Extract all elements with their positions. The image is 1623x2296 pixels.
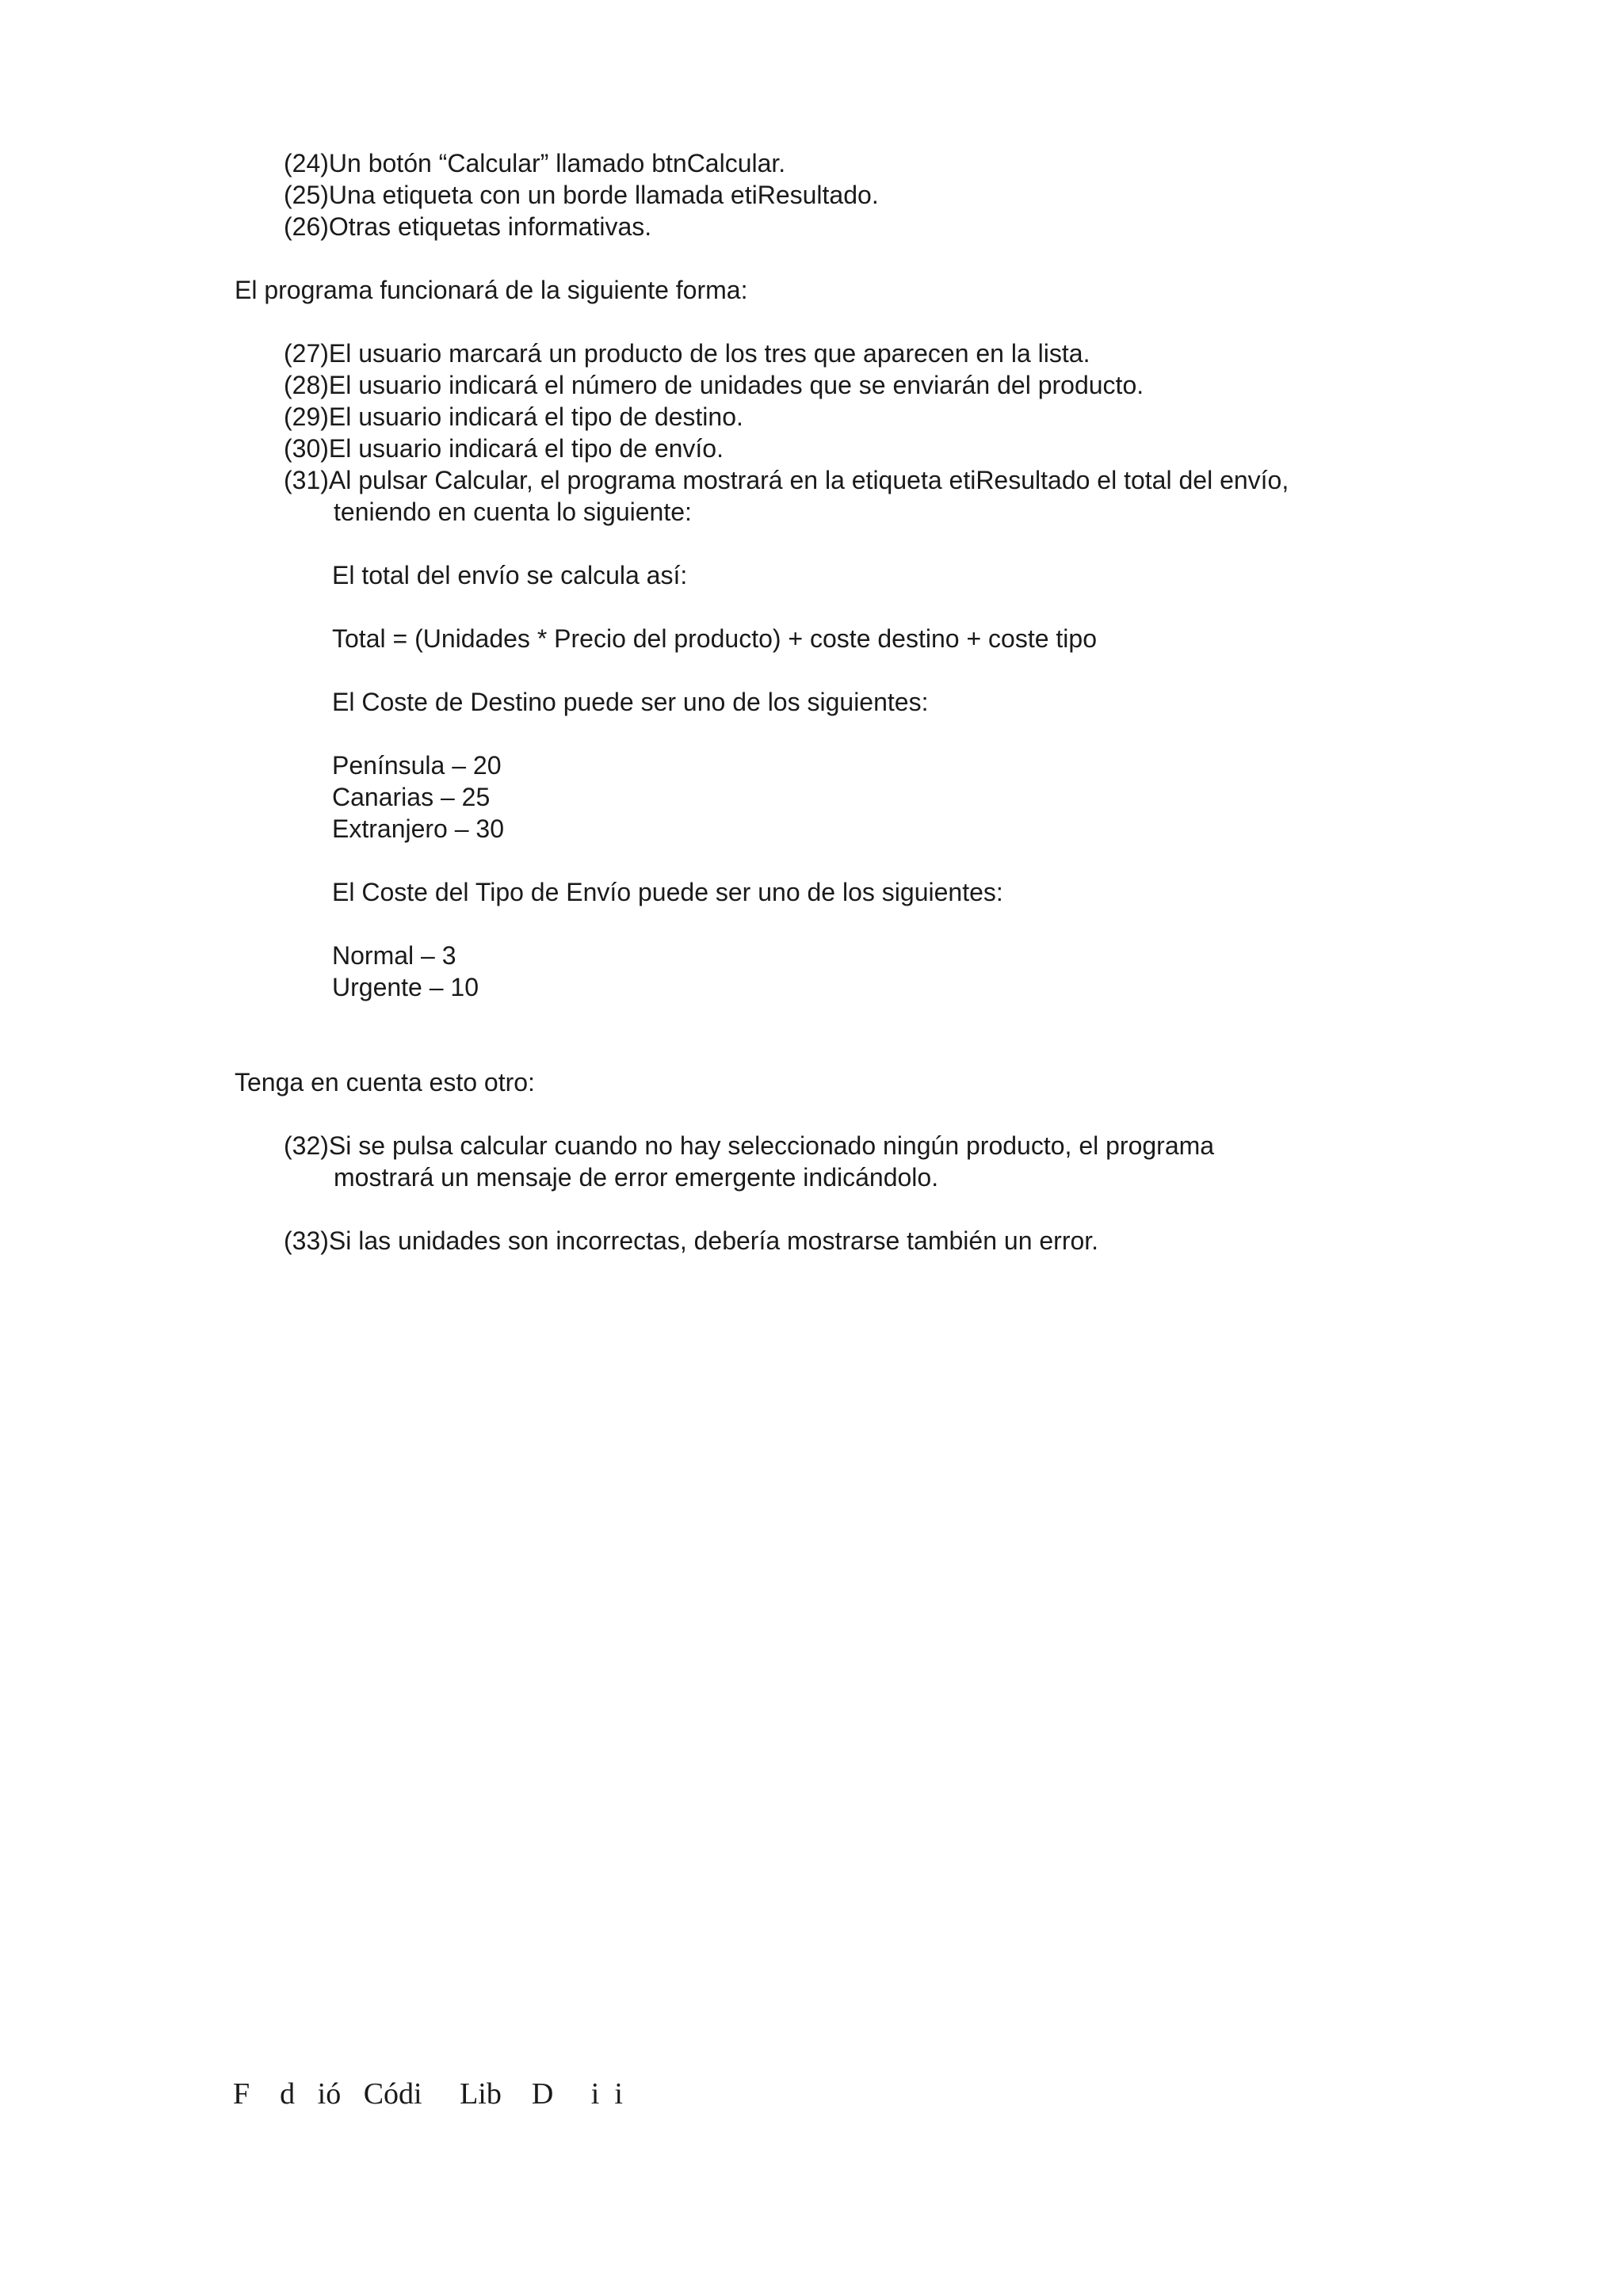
destino-item: Extranjero – 30 (332, 814, 505, 843)
tipo-item: Urgente – 10 (332, 973, 479, 1001)
formula: Total = (Unidades * Precio del producto) + coste destino + coste tipo (332, 624, 1097, 653)
destino-intro: El Coste de Destino puede ser uno de los siguientes: (332, 688, 929, 716)
list-item: (32)Si se pulsa calcular cuando no hay seleccionado ningún producto, el programa (284, 1131, 1215, 1160)
tipo-intro: El Coste del Tipo de Envío puede ser uno de los siguientes: (332, 878, 1003, 906)
calc-intro: El total del envío se calcula así: (332, 561, 688, 589)
destino-item: Península – 20 (332, 751, 502, 780)
list-item-continuation: teniendo en cuenta lo siguiente: (334, 498, 692, 526)
list-item: (25)Una etiqueta con un borde llamada etiResultado. (284, 181, 879, 209)
list-item: (33)Si las unidades son incorrectas, debería mostrarse también un error. (284, 1226, 1099, 1255)
list-item: (28)El usuario indicará el número de unidades que se enviarán del producto. (284, 371, 1144, 399)
destino-item: Canarias – 25 (332, 783, 491, 811)
list-item: (29)El usuario indicará el tipo de destino. (284, 402, 743, 431)
list-item: (30)El usuario indicará el tipo de envío. (284, 434, 724, 463)
paragraph-intro: Tenga en cuenta esto otro: (235, 1068, 535, 1097)
list-item: (27)El usuario marcará un producto de los tres que aparecen en la lista. (284, 339, 1090, 368)
list-item-continuation: mostrará un mensaje de error emergente indicándolo. (334, 1163, 939, 1192)
paragraph-intro: El programa funcionará de la siguiente forma: (235, 276, 748, 304)
page-footer: F d ió Códi Lib D i i (233, 2077, 623, 2111)
list-item: (31)Al pulsar Calcular, el programa mostrará en la etiqueta etiResultado el total del envío, (284, 466, 1289, 494)
list-item: (26)Otras etiquetas informativas. (284, 212, 652, 241)
tipo-item: Normal – 3 (332, 941, 456, 970)
list-item: (24)Un botón “Calcular” llamado btnCalcular. (284, 149, 786, 177)
